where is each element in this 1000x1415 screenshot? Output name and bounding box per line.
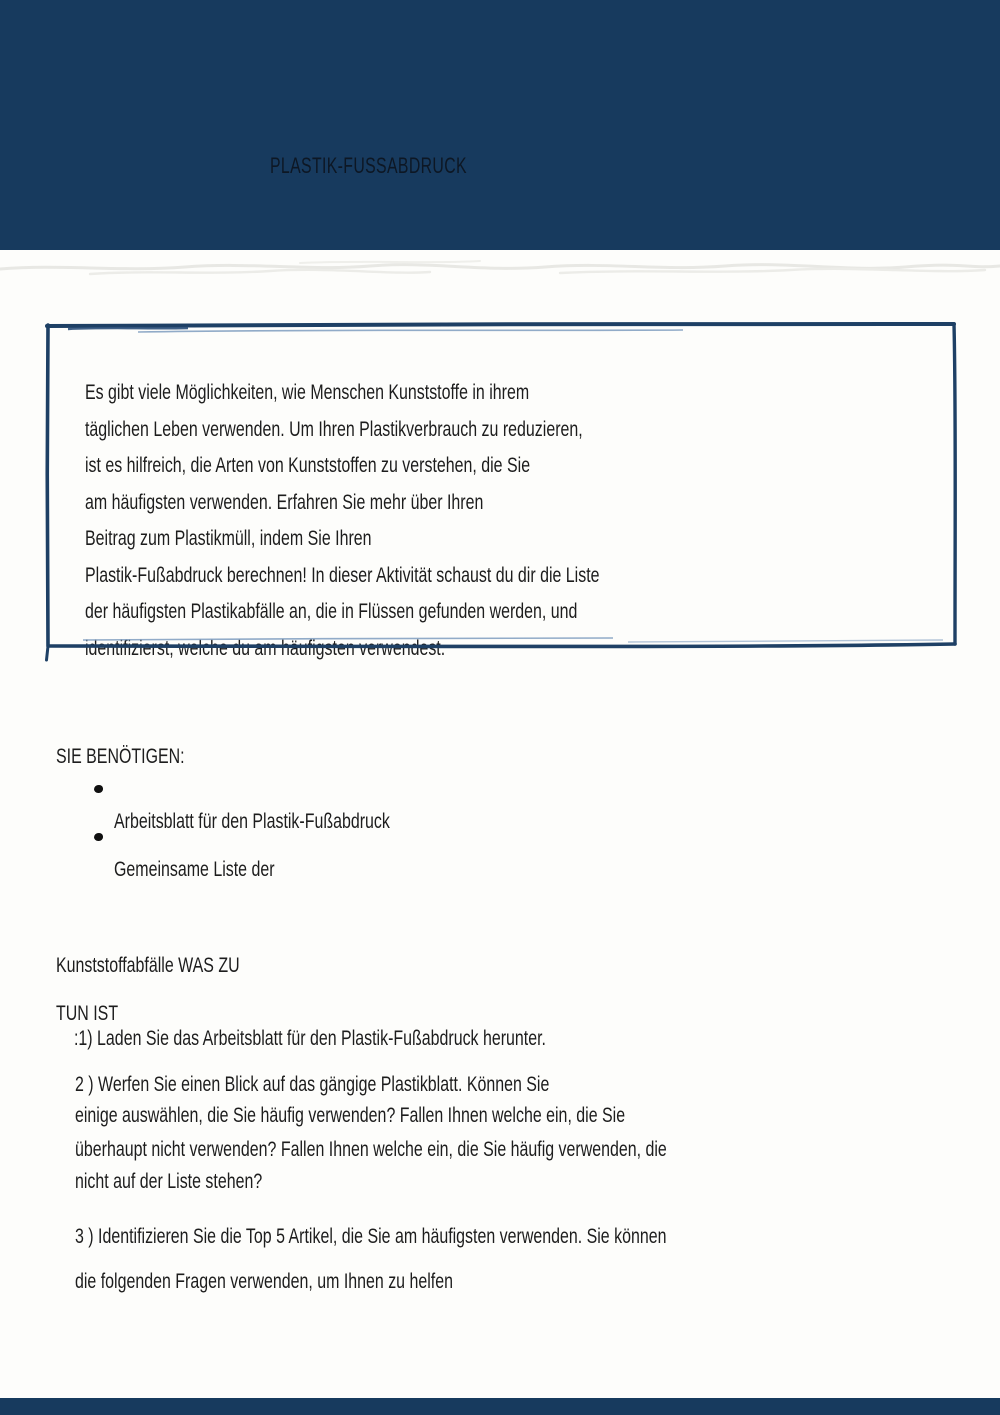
todo-label: TUN IST — [56, 1002, 119, 1025]
intro-line: identifizierst, welche du am häufigsten verwendest. — [85, 637, 446, 660]
step-1-line: :1) Laden Sie das Arbeitsblatt für den Plastik-Fußabdruck herunter. — [74, 1027, 546, 1050]
bullet-icon — [94, 833, 103, 841]
step-2-line: nicht auf der Liste stehen? — [75, 1170, 263, 1193]
header-band — [0, 0, 1000, 250]
step-2-line: 2 ) Werfen Sie einen Blick auf das gängige Plastikblatt. Können Sie — [75, 1073, 550, 1096]
intro-line: am häufigsten verwenden. Erfahren Sie mehr über Ihren — [85, 491, 484, 514]
page-title: PLASTIK-FUSSABDRUCK — [270, 153, 467, 178]
intro-line: Plastik-Fußabdruck berechnen! In dieser Aktivität schaust du dir die Liste — [85, 564, 600, 587]
step-2-line: überhaupt nicht verwenden? Fallen Ihnen welche ein, die Sie häufig verwenden, die — [75, 1138, 667, 1161]
you-need-item: Gemeinsame Liste der — [114, 858, 275, 881]
intro-box — [42, 322, 958, 660]
sketch-divider-line — [0, 255, 1000, 281]
intro-line: täglichen Leben verwenden. Um Ihren Plastikverbrauch zu reduzieren, — [85, 418, 583, 441]
intro-line: der häufigsten Plastikabfälle an, die in Flüssen gefunden werden, und — [85, 600, 578, 623]
footer-band — [0, 1398, 1000, 1415]
intro-line: ist es hilfreich, die Arten von Kunststoffen zu verstehen, die Sie — [85, 454, 531, 477]
you-need-heading: SIE BENÖTIGEN: — [56, 745, 185, 768]
list-label: Kunststoffabfälle WAS ZU — [56, 954, 240, 977]
bullet-icon — [94, 785, 103, 793]
step-3-line: 3 ) Identifizieren Sie die Top 5 Artikel, die Sie am häufigsten verwenden. Sie können — [75, 1225, 667, 1248]
intro-line: Beitrag zum Plastikmüll, indem Sie Ihren — [85, 527, 372, 550]
you-need-item: Arbeitsblatt für den Plastik-Fußabdruck — [114, 810, 390, 833]
intro-line: Es gibt viele Möglichkeiten, wie Menschen Kunststoffe in ihrem — [85, 381, 530, 404]
step-2-line: einige auswählen, die Sie häufig verwenden? Fallen Ihnen welche ein, die Sie — [75, 1104, 626, 1127]
step-3-line: die folgenden Fragen verwenden, um Ihnen zu helfen — [75, 1270, 453, 1293]
